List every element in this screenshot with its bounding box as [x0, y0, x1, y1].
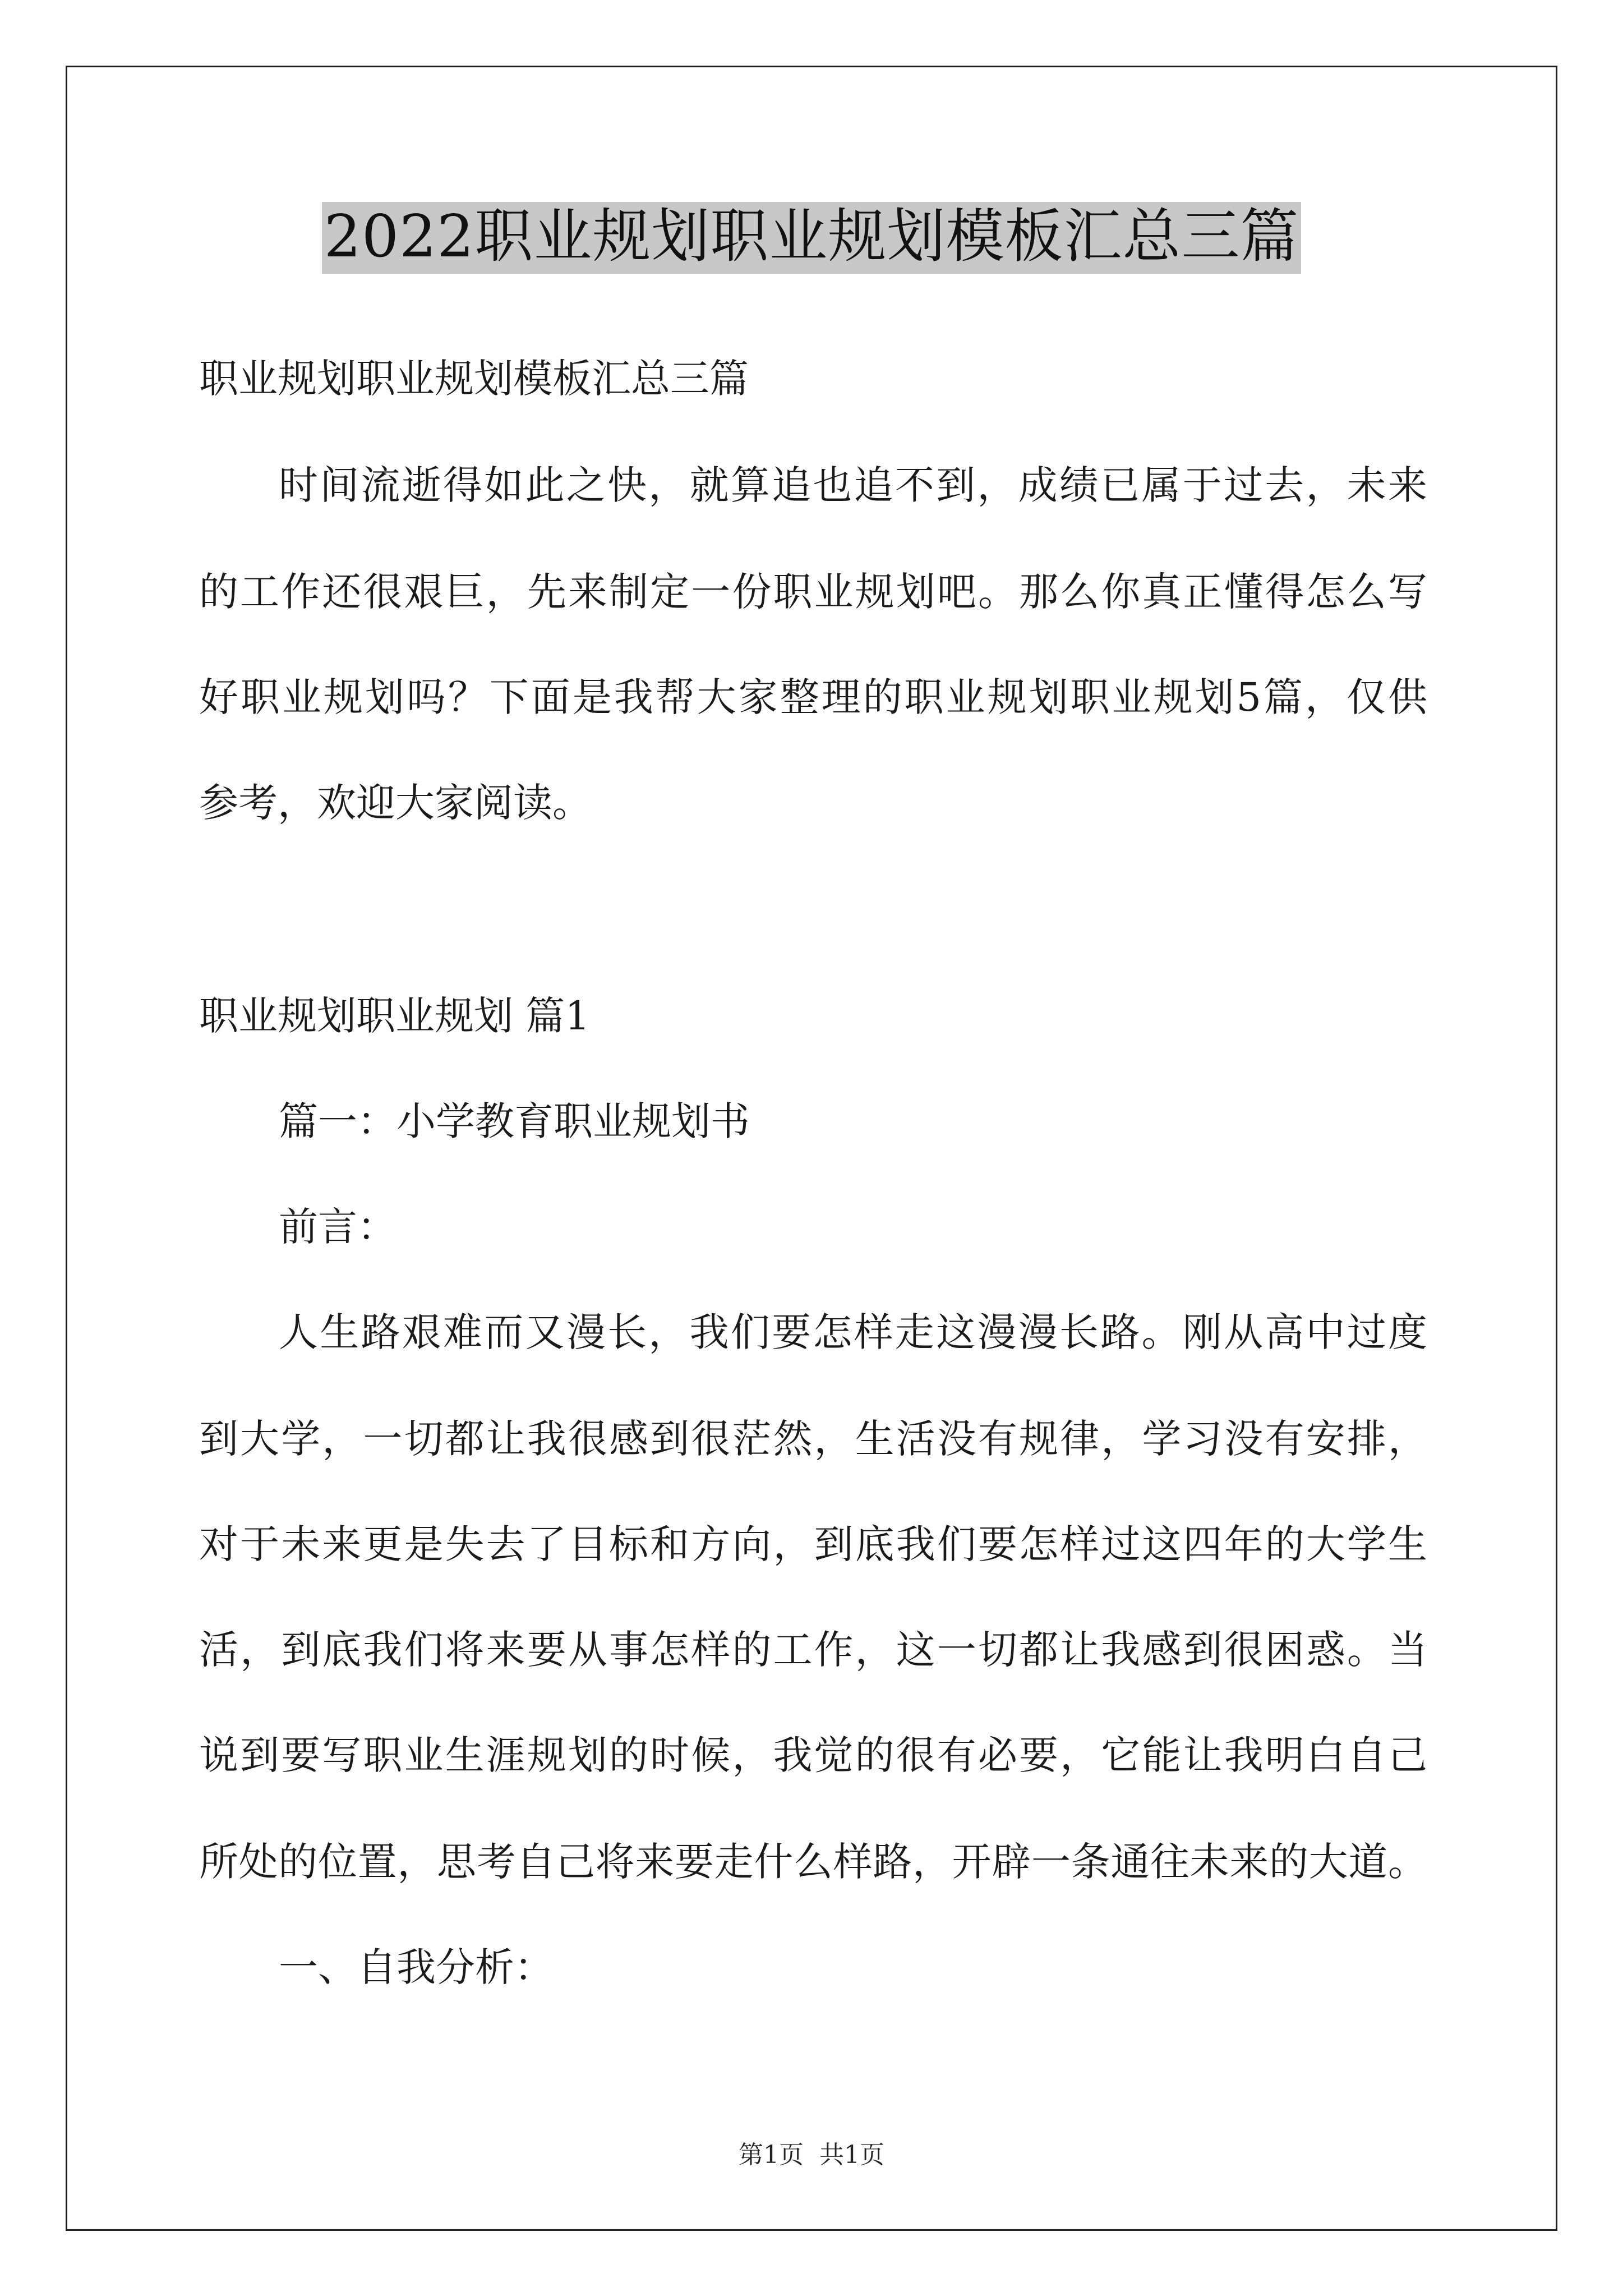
- paragraph-line: 活，到底我们将来要从事怎样的工作，这一切都让我感到很困惑。当: [199, 1627, 1427, 1673]
- section-heading: 职业规划职业规划 篇1: [199, 993, 590, 1039]
- section-heading: 一、自我分析：: [279, 1944, 554, 1990]
- paragraph-line: 好职业规划吗？下面是我帮大家整理的职业规划职业规划5篇，仅供: [199, 674, 1427, 720]
- subsection-heading: 篇一：小学教育职业规划书: [279, 1098, 750, 1144]
- paragraph-line: 对于未来更是失去了目标和方向，到底我们要怎样过这四年的大学生: [199, 1521, 1427, 1567]
- paragraph-line: 说到要写职业生涯规划的时候，我觉的很有必要，它能让我明白自己: [199, 1732, 1427, 1778]
- title-container: [0, 202, 1623, 274]
- paragraph-line: 所处的位置，思考自己将来要走什么样路，开辟一条通往未来的大道。: [199, 1839, 1427, 1885]
- document-title: 2022职业规划职业规划模板汇总三篇: [322, 202, 1302, 274]
- subtitle-line: 职业规划职业规划模板汇总三篇: [199, 356, 749, 402]
- preface-heading: 前言：: [279, 1204, 396, 1250]
- paragraph-line: 的工作还很艰巨，先来制定一份职业规划吧。那么你真正懂得怎么写: [199, 569, 1427, 615]
- paragraph-line: 到大学，一切都让我很感到很茫然，生活没有规律，学习没有安排，: [199, 1416, 1427, 1462]
- paragraph-line: 时间流逝得如此之快，就算追也追不到，成绩已属于过去，未来: [279, 462, 1427, 508]
- paragraph-line: 人生路艰难而又漫长，我们要怎样走这漫漫长路。刚从高中过度: [279, 1309, 1427, 1355]
- page-footer: 第1页 共1页: [739, 2141, 884, 2169]
- paragraph-line: 参考，欢迎大家阅读。: [199, 780, 592, 826]
